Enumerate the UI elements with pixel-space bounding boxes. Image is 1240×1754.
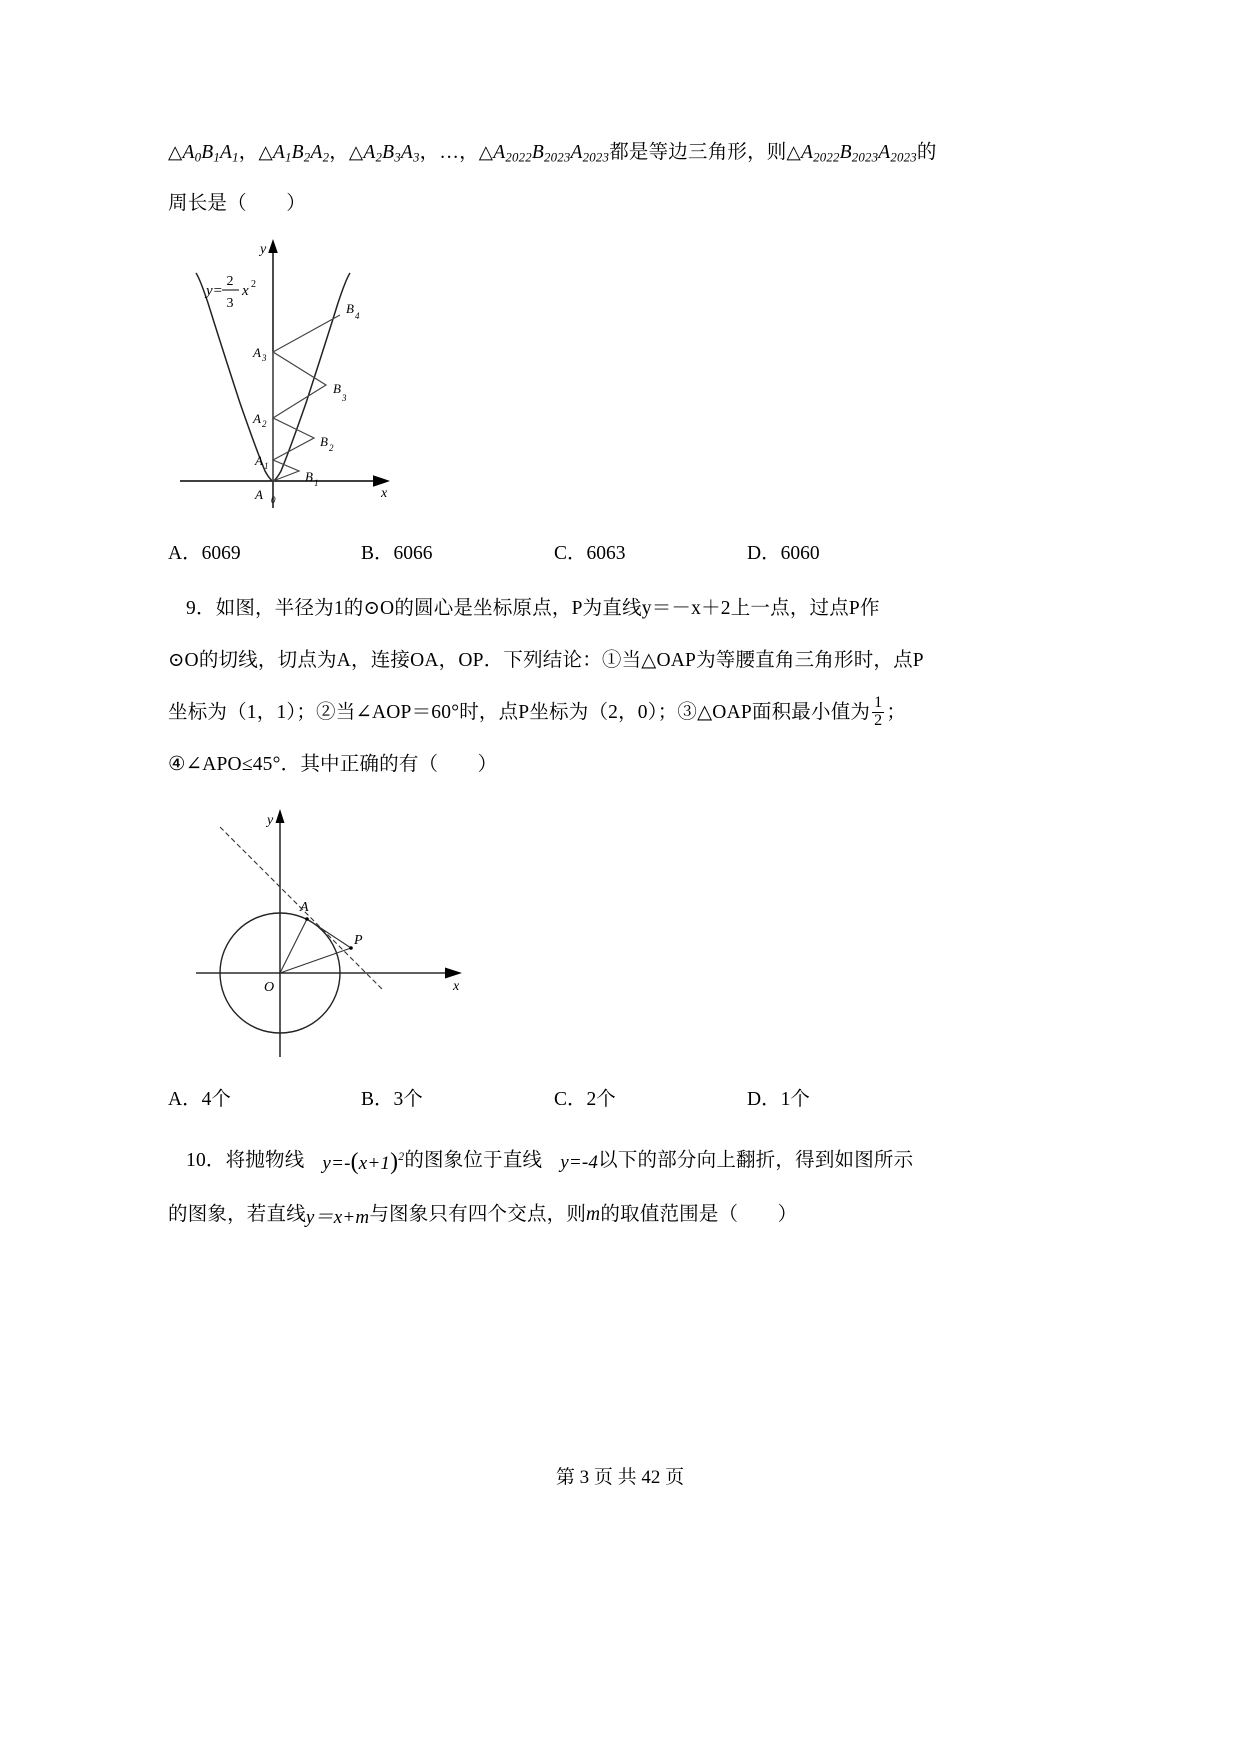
q8-figure-parabola — [168, 233, 1072, 533]
q9-stem — [168, 583, 1072, 791]
q8-blank-paren: （ ） — [227, 192, 306, 214]
q8-t4-v1: A — [493, 142, 506, 163]
segment-a3b4 — [273, 315, 340, 352]
q8-t3-v3: A — [400, 142, 414, 163]
q8-option-c-value: 6063 — [586, 542, 626, 564]
equation-exponent: 2 — [251, 278, 256, 290]
q8-t3-v3-sub: 3 — [413, 150, 420, 165]
equation-x: x — [242, 282, 249, 299]
page-footer-text: 第 3 页 共 42 页 — [555, 1467, 685, 1488]
label-b4-sub: 4 — [355, 310, 360, 321]
label-b4: B — [346, 300, 354, 316]
q9-area-fraction-numerator: 1 — [874, 694, 883, 711]
label-a1: A — [255, 452, 263, 468]
label-o-origin: O — [264, 979, 275, 995]
q9-dot: ． — [195, 597, 216, 619]
q9-line3-text-a: 坐标为（1，1）；②当∠AOP＝60°时，点P坐标为（2，0）；③△OAP面积最小值为 — [168, 701, 871, 723]
label-a2: A — [253, 410, 261, 426]
ellipsis: … — [439, 142, 460, 163]
q10-f3-plus: + — [342, 1207, 356, 1229]
comma-3: ， — [419, 142, 440, 163]
q8-option-b-letter: B — [361, 542, 375, 564]
triangle-symbol-4: △ — [478, 142, 494, 163]
label-a1-sub: 1 — [264, 460, 269, 471]
q8-t5-v1: A — [800, 142, 814, 163]
q8-t5-v2-sub: 2023 — [851, 150, 879, 165]
label-b2-sub: 2 — [329, 442, 334, 453]
q9-line4 — [168, 739, 1072, 791]
q8-options — [168, 537, 1072, 565]
equation-y: y= — [206, 282, 223, 299]
q9-option-c-dot: ． — [567, 1088, 587, 1110]
q8-t2-v3-sub: 2 — [322, 150, 330, 165]
q8-t2-v1-sub: 1 — [285, 150, 292, 165]
triangle-a2b3a3 — [273, 352, 326, 418]
q10-f1-x: x — [358, 1152, 368, 1174]
q9-figure-circle-tangent — [168, 801, 1072, 1081]
y-axis-arrow — [276, 809, 285, 823]
label-b1: B — [305, 468, 313, 484]
comma-2: ， — [329, 142, 349, 163]
point-p-marker — [349, 946, 353, 950]
q9-options — [168, 1083, 1072, 1111]
triangle-symbol-3: △ — [348, 142, 364, 163]
q9-option-c-value: 2个 — [586, 1088, 616, 1110]
point-label-b2 — [320, 434, 334, 453]
label-a2-sub: 2 — [262, 418, 267, 429]
q10-stem — [168, 1131, 1072, 1245]
label-p: P — [354, 932, 363, 948]
comma-4: ， — [459, 142, 479, 163]
q10-number: 10 — [186, 1149, 206, 1171]
q10-f1-exp: 2 — [398, 1149, 405, 1163]
q8-option-a-value: 6069 — [201, 542, 241, 564]
point-label-b4 — [346, 301, 360, 321]
equation-denominator: 3 — [226, 295, 234, 311]
point-label-a3 — [252, 345, 267, 363]
q10-formula-parabola — [304, 1131, 404, 1190]
q8-t4-v2: B — [531, 142, 544, 163]
q8-t5-v1-sub: 2022 — [813, 150, 840, 165]
q8-t5-v3: A — [878, 142, 891, 163]
q8-t3-v1-sub: 2 — [375, 150, 383, 165]
q9-line1 — [168, 583, 1072, 635]
q8-t4-v1-sub: 2022 — [505, 150, 532, 165]
q10-f2-value: 4 — [588, 1152, 599, 1174]
q10-f2-y: y — [560, 1152, 569, 1174]
q10-text-e: 与图象只有四个交点，则 — [369, 1204, 587, 1226]
q10-f3-y: y — [305, 1207, 315, 1229]
q10-formula-line-y-equals-x-plus-m — [306, 1192, 369, 1244]
q8-t5-v3-sub: 2023 — [890, 150, 917, 165]
q8-option-a[interactable] — [168, 537, 361, 565]
q10-f1-lparen: ( — [350, 1148, 359, 1175]
q10-text-d: 的图象，若直线 — [168, 1204, 306, 1226]
q9-option-a[interactable] — [168, 1083, 361, 1111]
equation-numerator: 2 — [226, 273, 234, 289]
q8-t3-v2-sub: 3 — [394, 150, 401, 165]
q10-text-b: 的图象位于直线 — [404, 1149, 543, 1171]
q8-t1-v3: A — [219, 142, 233, 163]
q8-t2-v1: A — [272, 142, 286, 163]
point-label-a2 — [252, 411, 267, 429]
q8-option-b-value: 6066 — [393, 542, 433, 564]
x-axis-arrow — [445, 967, 462, 978]
page-footer — [0, 1462, 1240, 1489]
q8-option-b[interactable] — [361, 537, 554, 565]
q10-f3-eq: ＝ — [314, 1207, 334, 1229]
q10-dot: ． — [205, 1149, 226, 1171]
q9-area-fraction — [872, 695, 884, 730]
label-a0-sub: 0 — [271, 494, 276, 505]
q9-option-c-letter: C — [554, 1088, 568, 1110]
label-b1-sub: 1 — [314, 477, 319, 488]
q8-t1-v1-sub: 0 — [194, 150, 202, 165]
q8-option-d[interactable] — [747, 537, 940, 565]
q8-t2-v2-sub: 2 — [303, 150, 311, 165]
q8-option-d-dot: ． — [761, 542, 781, 564]
triangle-symbol-2: △ — [258, 142, 273, 163]
x-axis-label: x — [453, 978, 460, 994]
q9-option-d-letter: D — [747, 1088, 762, 1110]
q8-t2-v2: B — [291, 142, 304, 163]
triangle-symbol-5: △ — [786, 142, 801, 163]
q9-area-fraction-denominator: 2 — [874, 711, 883, 729]
q8-mid-text: 都是等边三角形，则 — [609, 142, 787, 163]
q10-text-c: 以下的部分向上翻折，得到如图所示 — [598, 1149, 914, 1171]
q9-option-b[interactable] — [361, 1083, 554, 1111]
q8-t4-v2-sub: 2023 — [544, 150, 571, 165]
q8-t1-v2-sub: 1 — [213, 150, 220, 165]
y-axis-label: y — [260, 241, 267, 257]
q8-option-c-dot: ． — [567, 542, 587, 564]
q9-option-b-value: 3个 — [393, 1088, 423, 1110]
q9-figure-svg — [168, 801, 508, 1081]
q8-t3-v2: B — [382, 142, 395, 163]
q9-option-b-letter: B — [361, 1088, 375, 1110]
q9-option-a-dot: ． — [182, 1088, 202, 1110]
q8-t5-v2: B — [839, 142, 852, 163]
label-a: A — [300, 899, 309, 915]
point-a-marker — [305, 917, 309, 921]
q9-line4-text: ④∠APO≤45°．其中正确的有（ ） — [168, 753, 498, 775]
q8-option-b-dot: ． — [374, 542, 394, 564]
q8-option-d-letter: D — [747, 542, 762, 564]
q10-line1 — [168, 1131, 1072, 1190]
q9-option-d-value: 1个 — [780, 1088, 810, 1110]
label-b2: B — [320, 433, 328, 449]
q8-option-c[interactable] — [554, 537, 747, 565]
q8-t1-v3-sub: 1 — [232, 150, 239, 165]
q10-f1-rparen: ) — [390, 1148, 399, 1175]
q8-option-c-letter: C — [554, 542, 568, 564]
q10-f1-eq: =- — [331, 1152, 351, 1174]
q8-figure-svg — [168, 233, 488, 533]
q9-number: 9 — [186, 597, 196, 619]
q10-f3-m: m — [355, 1207, 370, 1229]
q9-option-a-letter: A — [168, 1088, 183, 1110]
q10-f2-eq: =- — [568, 1152, 589, 1174]
label-b3: B — [333, 380, 341, 396]
y-axis-label: y — [267, 812, 274, 828]
q10-m-italic: m — [586, 1204, 601, 1226]
q8-t1-v1: A — [182, 142, 195, 163]
q9-line2-text: ⊙O的切线，切点为A，连接OA，OP．下列结论：①当△OAP为等腰直角三角形时，点P — [168, 649, 924, 671]
page-content — [168, 130, 1072, 1244]
parabola-equation-label — [204, 274, 256, 311]
q8-t4-v3: A — [570, 142, 583, 163]
q9-line1-text: 如图，半径为1的⊙O的圆心是坐标原点，P为直线y＝－x＋2上一点，过点P作 — [215, 597, 880, 619]
q9-option-d-dot: ． — [761, 1088, 781, 1110]
label-a0: A — [255, 486, 263, 502]
q8-perimeter-text: 周长是 — [168, 192, 228, 214]
comma-1: ， — [238, 142, 259, 163]
q8-stem-line1 — [168, 130, 1072, 181]
q10-f1-y: y — [322, 1152, 332, 1174]
q10-f1-one: 1 — [380, 1152, 391, 1174]
q8-option-a-letter: A — [168, 542, 183, 564]
q10-text-a: 将抛物线 — [225, 1149, 305, 1171]
q8-t3-v1: A — [363, 142, 376, 163]
q9-line3 — [168, 687, 1072, 739]
segment-ap — [307, 919, 351, 948]
triangle-symbol-1: △ — [168, 142, 183, 163]
q10-formula-line-y-equals-minus-4 — [542, 1137, 598, 1189]
q9-line3-text-b: ； — [886, 701, 907, 723]
label-a3: A — [253, 344, 261, 360]
point-label-b3 — [333, 381, 347, 403]
y-axis-arrow — [268, 239, 278, 253]
q10-f3-x: x — [333, 1207, 343, 1229]
q8-option-a-dot: ． — [182, 542, 202, 564]
q9-line2 — [168, 635, 1072, 687]
q8-t1-v2: B — [201, 142, 214, 163]
label-b3-sub: 3 — [342, 392, 347, 403]
q9-option-b-dot: ． — [374, 1088, 394, 1110]
q10-text-f: 的取值范围是（ ） — [600, 1204, 798, 1226]
x-axis-label: x — [381, 485, 388, 501]
q8-t4-v3-sub: 2023 — [582, 150, 610, 165]
point-label-b1 — [305, 469, 319, 488]
q10-line2 — [168, 1189, 1072, 1244]
q8-option-d-value: 6060 — [780, 542, 820, 564]
q9-option-c[interactable] — [554, 1083, 747, 1111]
q10-f1-plus: + — [367, 1152, 381, 1174]
q8-stem-line2 — [168, 181, 1072, 227]
label-a3-sub: 3 — [262, 352, 267, 363]
q9-option-a-value: 4个 — [201, 1088, 231, 1110]
q8-t2-v3: A — [310, 142, 323, 163]
q8-tail-text: 的 — [916, 142, 937, 163]
point-label-a1 — [254, 453, 268, 471]
q9-option-d[interactable] — [747, 1083, 940, 1111]
